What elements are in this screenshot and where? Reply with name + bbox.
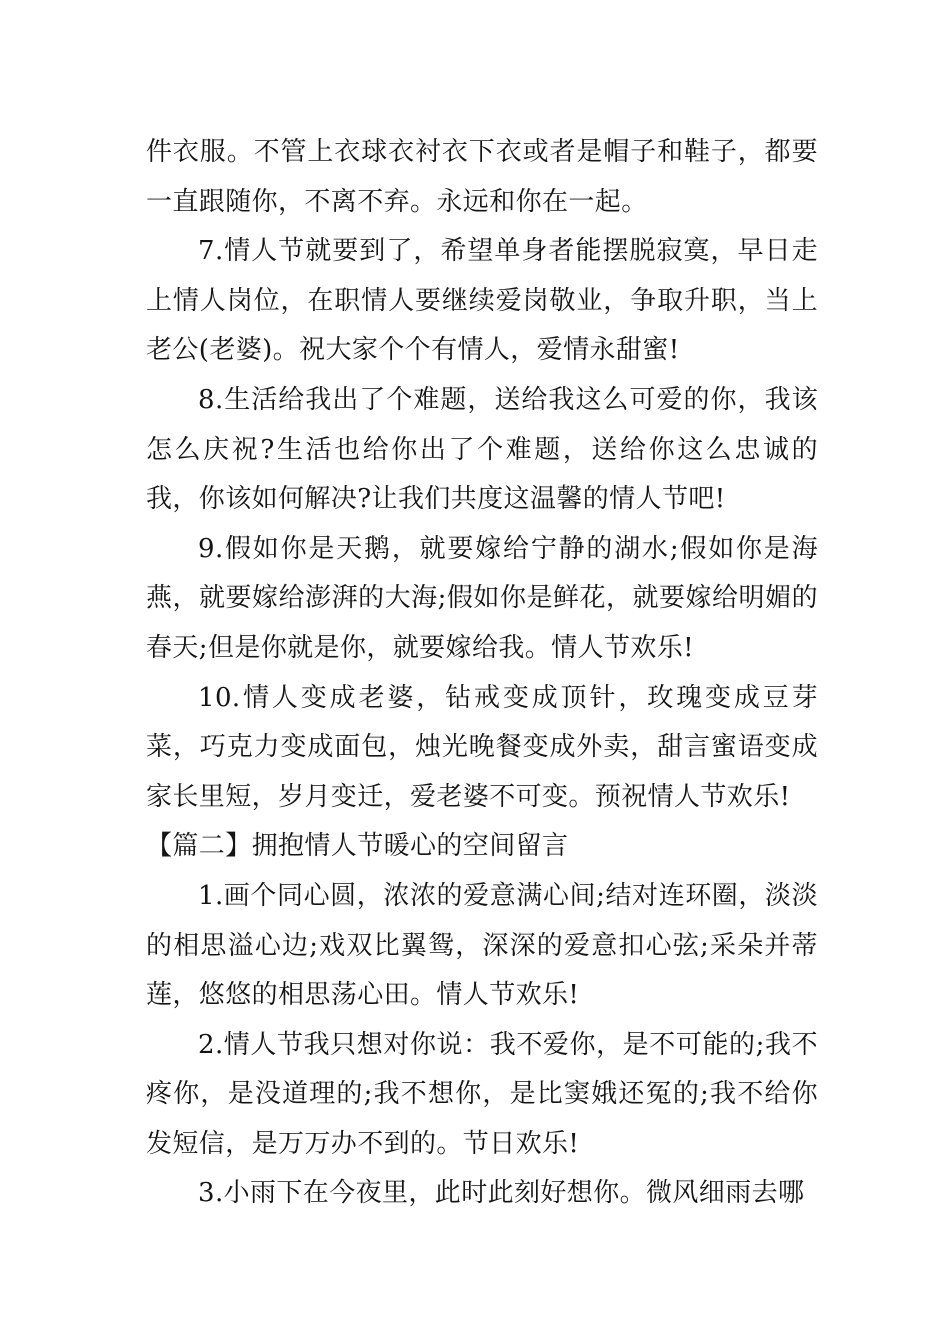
paragraph-item-1: 1.画个同心圆，浓浓的爱意满心间;结对连环圈，淡淡的相思溢心边;戏双比翼鸳，深深的爱意扣心弦;采朵并蒂莲，悠悠的相思荡心田。情人节欢乐! (146, 880, 818, 1011)
paragraph-continuation: 件衣服。不管上衣球衣衬衣下衣或者是帽子和鞋子，都要一直跟随你，不离不弃。永远和你在一起。 (146, 137, 818, 217)
paragraph-item-8: 8.生活给我出了个难题，送给我这么可爱的你，我该怎么庆祝?生活也给你出了个难题，送给你这么忠诚的我，你该如何解决?让我们共度这温馨的情人节吧! (146, 384, 818, 515)
section-heading: 【篇二】拥抱情人节暖心的空间留言 (146, 831, 569, 862)
document-body (146, 128, 818, 1219)
paragraph-item-2: 2.情人节我只想对你说：我不爱你，是不可能的;我不疼你，是没道理的;我不想你，是比窦娥还冤的;我不给你发短信，是万万办不到的。节日欢乐! (146, 1029, 818, 1159)
paragraph-item-3: 3.小雨下在今夜里，此时此刻好想你。微风细雨去哪 (198, 1178, 805, 1209)
paragraph-item-9: 9.假如你是天鹅，就要嫁给宁静的湖水;假如你是海燕，就要嫁给澎湃的大海;假如你是鲜花，就要嫁给明媚的春天;但是你就是你，就要嫁给我。情人节欢乐! (146, 533, 818, 663)
paragraph-item-10: 10.情人变成老婆，钻戒变成顶针，玫瑰变成豆芽菜，巧克力变成面包，烛光晚餐变成外卖，甜言蜜语变成家长里短，岁月变迁，爱老婆不可变。预祝情人节欢乐! (146, 682, 818, 812)
paragraph-item-7: 7.情人节就要到了，希望单身者能摆脱寂寞，早日走上情人岗位，在职情人要继续爱岗敬业，争取升职，当上老公(老婆)。祝大家个个有情人，爱情永甜蜜! (146, 236, 818, 366)
